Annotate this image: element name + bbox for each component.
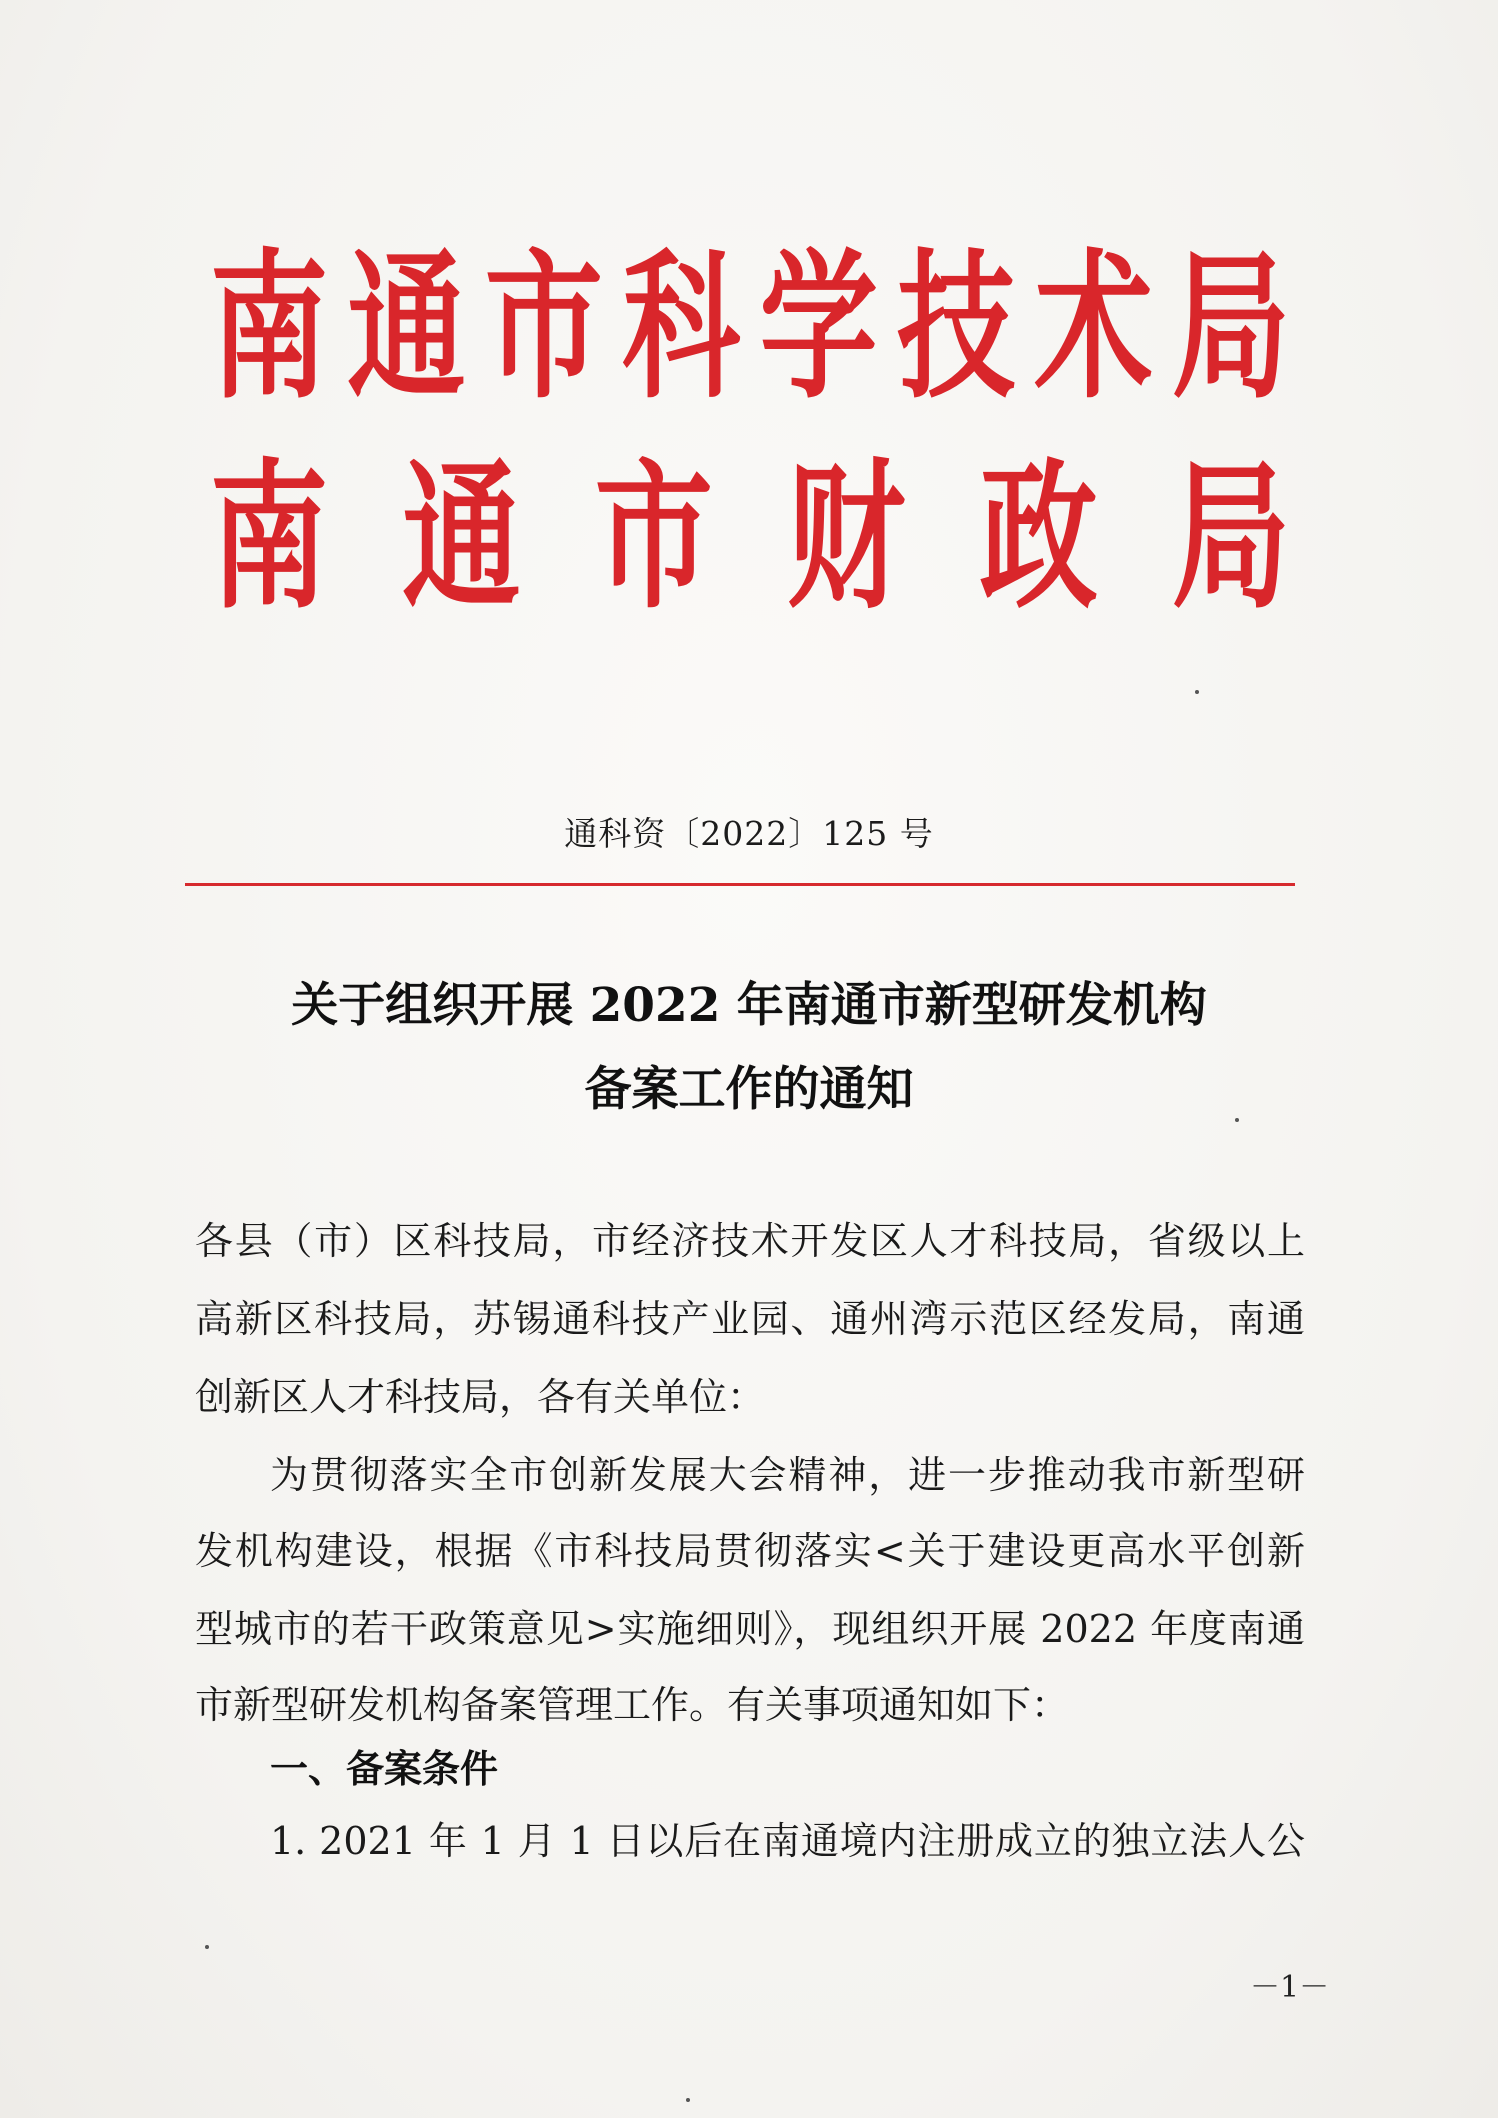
addressee-line-1: 各县（市）区科技局，市经济技术开发区人才科技局，省级以上	[195, 1219, 1305, 1263]
addressee-line-3: 创新区人才科技局，各有关单位：	[195, 1375, 766, 1419]
document-number: 通科资〔2022〕125 号	[564, 814, 934, 853]
page-number: －1－	[1250, 1970, 1330, 2005]
letterhead-char: 科	[622, 232, 741, 421]
item-1-line: 1. 2021 年 1 月 1 日以后在南通境内注册成立的独立法人公	[270, 1819, 1305, 1863]
letterhead-line-1	[210, 232, 1290, 421]
letterhead-char: 财	[787, 442, 906, 631]
letterhead-char: 技	[897, 232, 1016, 421]
addressee-line-2: 高新区科技局，苏锡通科技产业园、通州湾示范区经发局，南通	[195, 1297, 1305, 1341]
scan-speck	[1235, 1118, 1239, 1122]
letterhead-char: 政	[979, 442, 1098, 631]
letterhead-char: 市	[484, 232, 603, 421]
document-title-line-1: 关于组织开展 2022 年南通市新型研发机构	[291, 978, 1207, 1033]
intro-line-1: 为贯彻落实全市创新发展大会精神，进一步推动我市新型研	[270, 1453, 1305, 1497]
document-title-line-2: 备案工作的通知	[584, 1062, 914, 1117]
intro-line-4: 市新型研发机构备案管理工作。有关事项通知如下：	[195, 1683, 1070, 1727]
intro-line-3: 型城市的若干政策意见>实施细则》，现组织开展 2022 年度南通	[195, 1607, 1305, 1651]
letterhead-char: 通	[347, 232, 466, 421]
letterhead-char: 通	[402, 442, 521, 631]
intro-line-2: 发机构建设，根据《市科技局贯彻落实<关于建设更高水平创新	[195, 1529, 1305, 1573]
letterhead-char: 术	[1034, 232, 1153, 421]
letterhead-char: 南	[210, 442, 329, 631]
scan-speck	[1195, 690, 1199, 694]
letterhead-char: 市	[594, 442, 713, 631]
scan-speck	[686, 2098, 690, 2102]
letterhead-char: 局	[1171, 232, 1290, 421]
letterhead-char: 学	[759, 232, 878, 421]
letterhead-char: 局	[1171, 442, 1290, 631]
letterhead-line-2	[210, 442, 1290, 631]
scan-speck	[205, 1945, 209, 1949]
red-separator-rule	[185, 883, 1295, 886]
letterhead-char: 南	[210, 232, 329, 421]
section-heading: 一、备案条件	[270, 1747, 499, 1791]
